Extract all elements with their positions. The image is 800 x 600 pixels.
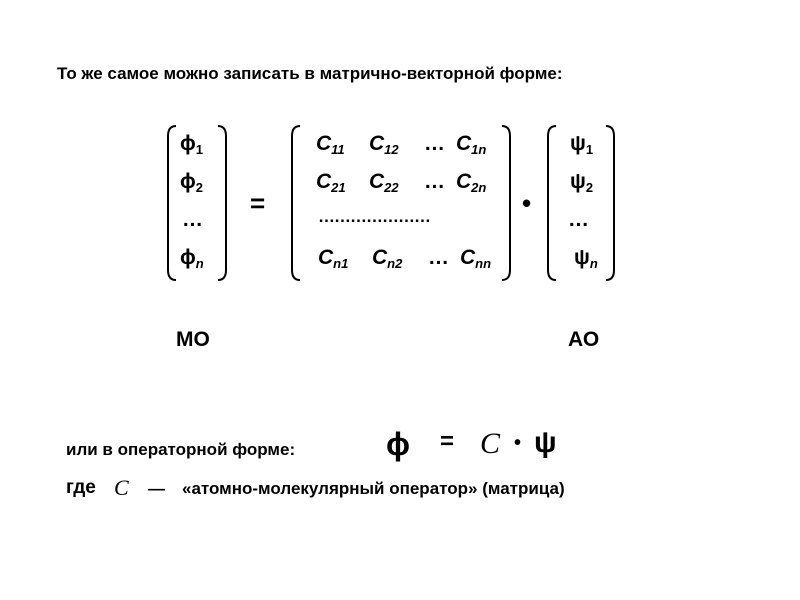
matrix-dots-row: ………………… xyxy=(318,207,430,226)
phi-n: $\phi_n$ xyxy=(180,246,204,271)
where-prefix: где xyxy=(66,477,96,498)
psi-1: $\psi_1$ xyxy=(570,132,594,157)
matrix-c12: $C_{12}$ xyxy=(369,132,399,157)
operator-c: C xyxy=(480,427,501,460)
where-dash: — xyxy=(148,479,165,498)
phi-ellipsis: … xyxy=(182,208,203,231)
matrix-c21: $C_{21}$ xyxy=(316,170,346,195)
matrix-c1n: $C_{1n}$ xyxy=(456,132,487,157)
psi-n: $\psi_n$ xyxy=(574,246,598,271)
matrix-cnn: $C_{nn}$ xyxy=(460,246,492,271)
phi-2: $\phi_2$ xyxy=(180,170,203,195)
matrix-cn1: $C_{n1}$ xyxy=(318,246,349,271)
matrix-c22: $C_{22}$ xyxy=(369,170,399,195)
operator-phi: ϕ xyxy=(386,426,410,462)
dot-operator: • xyxy=(522,188,532,218)
label-mo: МО xyxy=(176,328,210,351)
intro-text: То же самое можно записать в матрично-векторной форме: xyxy=(57,64,563,83)
operator-form-prefix: или в операторной форме: xyxy=(66,440,296,459)
operator-dot: • xyxy=(514,432,522,454)
label-ao: АО xyxy=(568,328,600,351)
phi-1: $\phi_1$ xyxy=(180,132,203,157)
equals-sign: = xyxy=(250,188,266,218)
matrix-ellipsis-1: … xyxy=(424,132,445,155)
where-c: C xyxy=(114,475,129,500)
matrix-cn2: $C_{n2}$ xyxy=(372,246,403,271)
operator-equals: = xyxy=(440,428,455,455)
where-desc: «атомно-молекулярный оператор» (матрица) xyxy=(182,479,565,498)
matrix-ellipsis-n: … xyxy=(428,246,449,269)
psi-2: $\psi_2$ xyxy=(570,170,594,195)
matrix-ellipsis-2: … xyxy=(424,170,445,193)
matrix-c2n: $C_{2n}$ xyxy=(456,170,487,195)
matrix-c11: $C_{11}$ xyxy=(316,132,345,157)
operator-psi: ψ xyxy=(534,426,557,459)
psi-ellipsis: … xyxy=(568,208,589,231)
